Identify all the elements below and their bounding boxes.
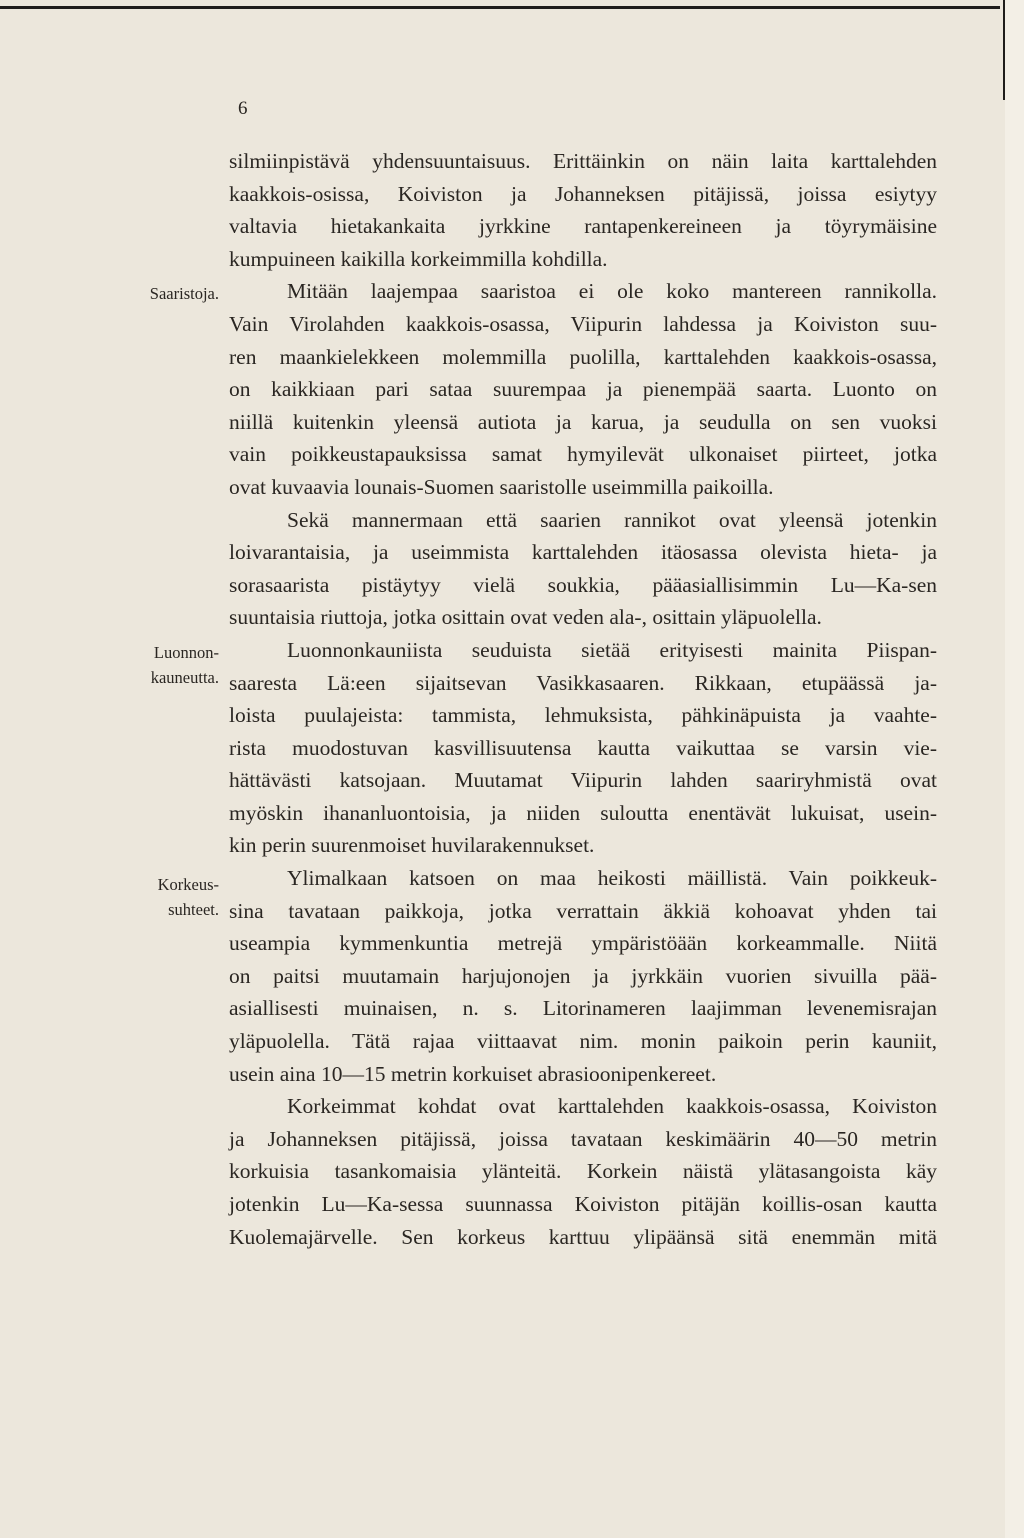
margin-note-saaristoja	[89, 281, 219, 306]
text-line: on paitsi muutamain harjujonojen ja jyrkkäin vuorien sivuilla pää-	[229, 963, 937, 988]
text-line: Kuolemajärvelle. Sen korkeus karttuu ylipäänsä sitä enemmän mitä	[229, 1224, 937, 1249]
text-line: on kaikkiaan pari sataa suurempaa ja pienempää saarta. Luonto on	[229, 377, 937, 402]
text-line: ren maankielekkeen molemmilla puolilla, karttalehden kaakkois-osassa,	[229, 344, 937, 369]
margin-note-text: Korkeus-	[157, 875, 219, 894]
text-line: valtavia hietakankaita jyrkkine rantapenkereineen ja töyrymäisine	[229, 214, 937, 239]
text-line: niillä kuitenkin yleensä autiota ja karua, ja seudulla on sen vuoksi	[229, 409, 937, 434]
scan-edge	[1005, 0, 1024, 1538]
text-line: sorasaarista pistäytyy vielä soukkia, pääasiallisimmin Lu—Ka-sen	[229, 572, 937, 597]
text-line: silmiinpistävä yhdensuuntaisuus. Erittäinkin on näin laita karttalehden	[229, 149, 937, 173]
text-line: korkuisia tasankomaisia ylänteitä. Korkein näistä ylätasangoista käy	[229, 1159, 937, 1184]
text-line: loivarantaisia, ja useimmista karttalehden itäosassa olevista hieta- ja	[229, 540, 937, 565]
text-line: saaresta Lä:een sijaitsevan Vasikkasaaren. Rikkaan, etupäässä ja-	[229, 670, 937, 695]
text-line: jotenkin Lu—Ka-sessa suunnassa Koiviston pitäjän koillis-osan kautta	[229, 1192, 937, 1216]
text-line: loista puulajeista: tammista, lehmuksista, pähkinäpuista ja vaahte-	[229, 703, 937, 728]
text-line: usein aina 10—15 metrin korkuiset abrasioonipenkereet.	[229, 1061, 717, 1086]
text-line: hättävästi katsojaan. Muutamat Viipurin lahden saariryhmistä ovat	[229, 768, 937, 793]
text-line: kaakkois-osissa, Koiviston ja Johanneksen pitäjissä, joissa esiytyy	[229, 181, 937, 206]
margin-note-text: Saaristoja.	[149, 284, 219, 303]
text-line: kumpuineen kaikilla korkeimmilla kohdilla.	[229, 246, 608, 271]
text-line: Luonnonkauniista seuduista sietää erityisesti mainita Piispan-	[287, 637, 937, 662]
text-line: rista muodostuvan kasvillisuutensa kautta vaikuttaa se varsin vie-	[229, 735, 937, 760]
top-border-line	[0, 6, 1000, 9]
margin-note-text: kauneutta.	[150, 668, 219, 687]
text-line: useampia kymmenkuntia metrejä ympäristöään korkeammalle. Niitä	[229, 931, 937, 956]
text-line: Vain Virolahden kaakkois-osassa, Viipurin lahdessa ja Koiviston suu-	[229, 311, 937, 336]
text-line: ovat kuvaavia lounais-Suomen saaristolle useimmilla paikoilla.	[229, 474, 774, 499]
body-text	[229, 145, 937, 1253]
text-line: Korkeimmat kohdat ovat karttalehden kaakkois-osassa, Koiviston	[287, 1094, 937, 1119]
margin-note-luonnonkauneutta	[89, 640, 219, 690]
text-line: myöskin ihananluontoisia, ja niiden suloutta enentävät lukuisat, usein-	[229, 800, 937, 825]
text-line: asiallisesti muinaisen, n. s. Litorinameren laajimman levenemisrajan	[229, 996, 937, 1021]
margin-note-korkeussuhteet	[89, 872, 219, 922]
text-line: Sekä mannermaan että saarien rannikot ovat yleensä jotenkin	[287, 507, 937, 532]
text-line: kin perin suurenmoiset huvilarakennukset.	[229, 833, 595, 858]
text-line: Ylimalkaan katsoen on maa heikosti mäillistä. Vain poikkeuk-	[287, 866, 937, 891]
text-line: vain poikkeustapauksissa samat hymyilevät ulkonaiset piirteet, jotka	[229, 442, 937, 467]
text-line: yläpuolella. Tätä rajaa viittaavat nim. monin paikoin perin kauniit,	[229, 1029, 937, 1054]
text-line: suuntaisia riuttoja, jotka osittain ovat veden ala-, osittain yläpuolella.	[229, 605, 822, 630]
text-line: ja Johanneksen pitäjissä, joissa tavataan keskimäärin 40—50 metrin	[229, 1126, 937, 1151]
page-number: 6	[238, 98, 248, 119]
margin-note-text: Luonnon-	[153, 643, 219, 662]
text-line: Mitään laajempaa saaristoa ei ole koko mantereen rannikolla.	[287, 279, 937, 304]
margin-note-text: suhteet.	[168, 900, 219, 919]
text-line: sina tavataan paikkoja, jotka verrattain äkkiä kohoavat yhden tai	[229, 898, 937, 923]
